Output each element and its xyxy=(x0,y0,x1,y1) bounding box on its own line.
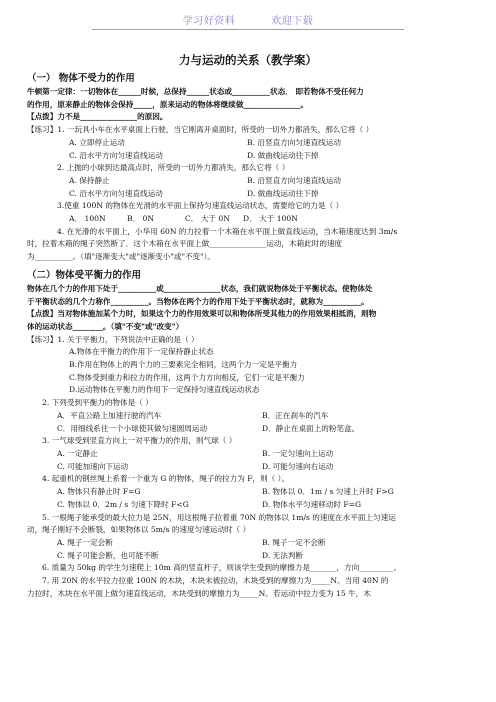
option: D． 大于 100N xyxy=(243,214,298,224)
practice-2-options-ab xyxy=(27,410,475,423)
option: A． 100N xyxy=(69,214,106,224)
exercise-1-options-cd xyxy=(27,150,475,163)
option: C. 绳子可能会断，也可能不断 xyxy=(57,550,159,560)
section-heading-2: （二）物体受平衡力的作用 xyxy=(27,269,142,281)
document-title: 力与运动的关系（教学案） xyxy=(179,53,317,67)
option: B. 沿竖直方向匀速直线运动 xyxy=(247,137,341,147)
section-heading-1: （一） 物体不受力的作用 xyxy=(27,73,135,84)
exercise-2-options-ab xyxy=(27,175,475,188)
option: B. 一定匀速向上运动 xyxy=(262,448,334,458)
option: C． 大于 0N xyxy=(185,214,230,224)
practice-4-options-cd xyxy=(27,499,475,512)
practice-2-question: 2. 下列受到平衡力的物体是（ ） xyxy=(42,398,153,408)
practice-1-question: 【练习】1. 关于平衡力，下列说法中正确的是（ ） xyxy=(27,334,199,344)
option: A．平直公路上加速行驶的汽车 xyxy=(57,410,162,420)
newton-law-line-1: 牛顿第一定律：一切物体在______时候，总保持______状态或__________状态． 即若物体不受任何力 xyxy=(27,87,364,96)
practice-4-options-ab xyxy=(27,486,475,499)
option: D. 做曲线运动往下掉 xyxy=(247,150,319,160)
option: A. 立即停止运动 xyxy=(69,137,125,147)
hint-line: 【点拨】力不是_______________的原因。 xyxy=(27,112,168,122)
exercise-3-question: 3.使重 100N 的物体在光滑的水平面上保持匀速直线运动状态，需要给它的力是（ ） xyxy=(57,201,344,211)
balance-line-2: 于平衡状态的几个力称作__________。当物体在两个力的作用下处于平衡状态时，就称为__________。 xyxy=(27,296,369,306)
practice-5-line-2: 动，绳子刚好不会断裂，如果物体以 5m/s 的速度匀速运动时（ ） xyxy=(27,525,251,535)
practice-7-line-2: 力拉时，木块在水平面上做匀速直线运动，木块受到的摩擦力为_____N。若运动中拉力变为 15 牛，木 xyxy=(27,588,371,598)
option: D. 可能匀速向右运动 xyxy=(262,461,334,471)
balance-hint-line-1: 【点拨】当对物体施加某个力时，如果这个力的作用效果可以和物体所受其他力的作用效果相抵消，则物 xyxy=(27,309,377,319)
practice-3-options-cd xyxy=(27,461,475,474)
option: B．正在刹车的汽车 xyxy=(262,410,329,420)
exercise-1-question: 【练习】1. 一玩具小车在水平桌面上行驶，当它刚离开桌面时，所受的一切外力都消失，那么它将（ ） xyxy=(27,125,374,135)
header-divider xyxy=(92,29,404,30)
option: A. 绳子一定会断 xyxy=(57,537,113,547)
option: C. 沿水平方向匀速直线运动 xyxy=(69,188,163,198)
practice-1-option-b: B.作用在物体上的两个力的三要素完全相同，这两个力一定是平衡力 xyxy=(69,360,298,370)
exercise-4-line-1: 4. 在光滑的水平面上，小华用 60N 的力拉着一个木箱在水平面上做直线运动，当木箱速度达到 3m/s xyxy=(57,226,398,236)
practice-2-options-cd xyxy=(27,423,475,436)
practice-1-option-c: C.物体受到重力和拉力的作用，这两个力方向相反，它们一定是平衡力 xyxy=(69,372,305,382)
header-left-text: 学习好资料 xyxy=(182,16,236,27)
practice-6-question: 6. 质量为 50kg 的学生匀速爬上 10m 高的竖直杆子，则该学生受到的摩擦力是_______，方向_________。 xyxy=(42,563,402,573)
exercise-4-line-3: 为__________。（填"逐渐变大"或"逐渐变小"或"不变"）。 xyxy=(27,252,216,262)
exercise-2-question: 2. 上抛的小球到达最高点时，所受的一切外力都消失，那么它将（ ） xyxy=(57,163,290,173)
option: C. 物体以 0．2m / s 匀速下降时 F<G xyxy=(57,499,189,509)
exercise-3-options xyxy=(27,213,475,226)
option: B. 沿竖直方向匀速直线运动 xyxy=(247,175,341,185)
practice-5-options-cd xyxy=(27,550,475,563)
option: C. 沿水平方向匀速直线运动 xyxy=(69,150,163,160)
option: A. 保持静止 xyxy=(69,175,110,185)
practice-4-question: 4. 起重机的钢丝绳上系着一个重为 G 的物体，绳子的拉力为 F，则（ ）。 xyxy=(42,474,290,484)
newton-law-line-2: 的作用，原来静止的物体会保持_____，原来运动的物体将继续做_______________。 xyxy=(27,99,308,109)
option: D. 做曲线运动往下掉 xyxy=(247,188,319,198)
document-body xyxy=(27,72,475,600)
option: D. 物体水平匀速移动时 F=G xyxy=(262,499,362,509)
practice-7-line-1: 7. 用 20N 的水平拉力拉重 100N 的木块，木块未被拉动，木块受到的摩擦力为_____N。当用 40N 的 xyxy=(42,576,389,586)
option: B． 0N xyxy=(127,214,155,224)
option: C．用细线系住一个小球使其做匀速圆周运动 xyxy=(57,423,208,433)
exercise-1-options-ab xyxy=(27,137,475,150)
balance-line-1: 物体在几个力的作用下处于__________或_______________状态，我们就说物体处于平衡状态。使物体处 xyxy=(27,283,373,293)
option: D．静止在桌面上的粉笔盒。 xyxy=(262,423,360,433)
option: A. 物体只有静止时 F=G xyxy=(57,487,141,497)
practice-1-option-d: D.运动物体在平衡力的作用下一定保持匀速直线运动状态 xyxy=(69,385,260,395)
practice-3-question: 3. 一气球受到竖直方向上一对平衡力的作用，则气球（ ） xyxy=(42,436,237,446)
practice-5-options-ab xyxy=(27,537,475,550)
practice-5-line-1: 5. 一根绳子能承受的最大拉力是 25N，用这根绳子拉着重 70N 的物体以 1m/s 的速度在水平面上匀速运 xyxy=(42,512,396,522)
exercise-4-line-2: 时，拉着木箱的绳子突然断了．这个木箱在水平面上做_______________运动，木箱此时的速度 xyxy=(27,239,343,249)
option: C. 可能加速向下运动 xyxy=(57,461,129,471)
header-right-text: 欢迎下载 xyxy=(271,16,314,27)
option: D. 无法判断 xyxy=(262,550,304,560)
option: B. 绳子一定不会断 xyxy=(262,537,326,547)
practice-1-option-a: A.物体在平衡力的作用下一定保持静止状态 xyxy=(69,347,214,357)
option: B. 物体以 0．1m / s 匀速上升时 F>G xyxy=(262,487,394,497)
exercise-2-options-cd xyxy=(27,188,475,201)
balance-hint-line-2: 体的运动状态________。（填"不变"或"改变"） xyxy=(27,321,184,331)
practice-3-options-ab xyxy=(27,448,475,461)
option: A. 一定静止 xyxy=(57,448,98,458)
page-header xyxy=(0,12,496,27)
